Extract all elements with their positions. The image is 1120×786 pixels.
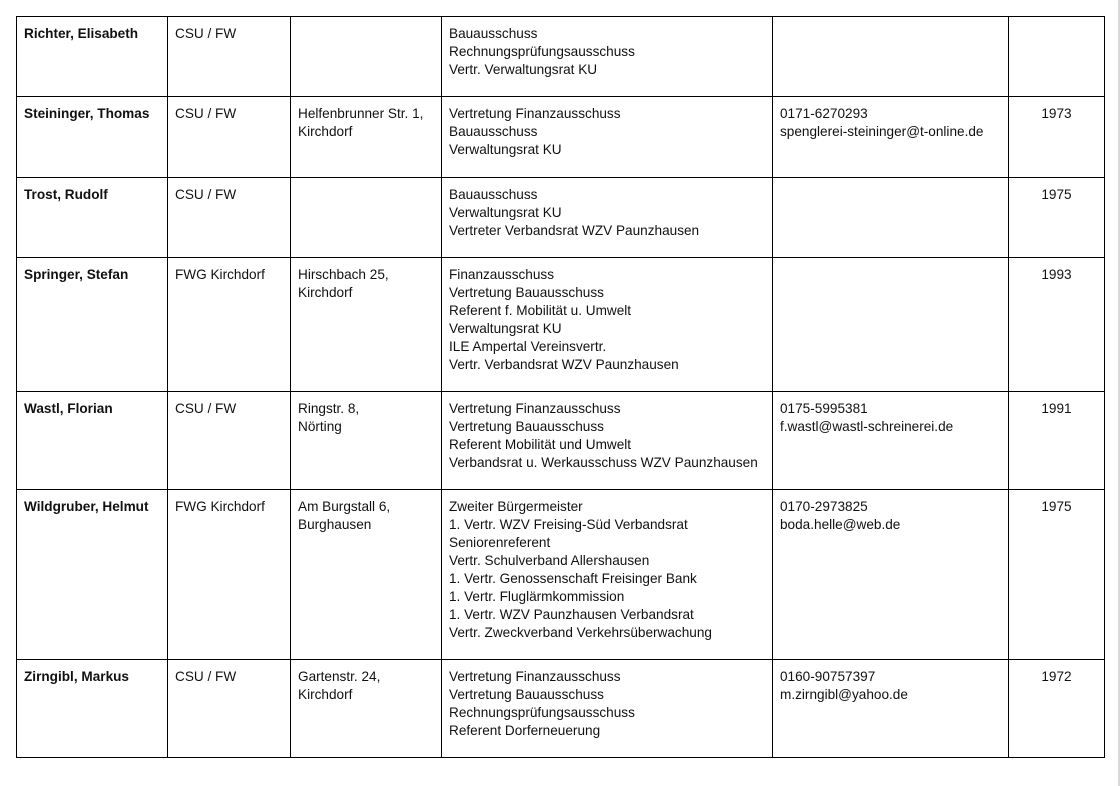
table-row xyxy=(17,258,1105,392)
functions-cell-line: Bauausschuss xyxy=(449,187,538,202)
table-row xyxy=(17,490,1105,660)
functions-cell-line: Referent Dorferneuerung xyxy=(449,723,601,738)
functions-cell-line: Zweiter Bürgermeister xyxy=(449,499,583,514)
party-cell: FWG Kirchdorf xyxy=(168,258,291,392)
functions-cell-line: Vertr. Verbandsrat WZV Paunzhausen xyxy=(449,357,679,372)
birth-year-cell: 1975 xyxy=(1009,490,1105,660)
functions-cell-line: Finanzausschuss xyxy=(449,267,555,282)
table-body xyxy=(17,17,1105,758)
contact-cell-line: spenglerei-steininger@t-online.de xyxy=(780,124,984,139)
functions-cell xyxy=(442,258,773,392)
address-cell-line: Ringstr. 8, xyxy=(298,401,360,416)
address-cell-line: Kirchdorf xyxy=(298,285,353,300)
functions-cell-line: Vertretung Finanzausschuss xyxy=(449,669,621,684)
birth-year-cell: 1975 xyxy=(1009,178,1105,258)
party-cell: CSU / FW xyxy=(168,97,291,178)
functions-cell-line: Vertretung Bauausschuss xyxy=(449,285,604,300)
functions-cell xyxy=(442,17,773,97)
address-cell-line: Burghausen xyxy=(298,517,372,532)
address-cell xyxy=(291,490,442,660)
functions-cell-line: 1. Vertr. WZV Paunzhausen Verbandsrat xyxy=(449,607,694,622)
address-cell xyxy=(291,17,442,97)
functions-cell-line: ILE Ampertal Vereinsvertr. xyxy=(449,339,607,354)
contact-cell-line: boda.helle@web.de xyxy=(780,517,901,532)
contact-cell-line: 0171-6270293 xyxy=(780,106,868,121)
functions-cell-line: Vertretung Bauausschuss xyxy=(449,419,604,434)
contact-cell-line: f.wastl@wastl-schreinerei.de xyxy=(780,419,954,434)
birth-year-cell: 1991 xyxy=(1009,392,1105,490)
contact-cell xyxy=(773,490,1009,660)
member-name: Richter, Elisabeth xyxy=(17,17,168,97)
functions-cell-line: Vertretung Finanzausschuss xyxy=(449,401,621,416)
table-row xyxy=(17,97,1105,178)
functions-cell-line: 1. Vertr. WZV Freising-Süd Verbandsrat xyxy=(449,517,688,532)
member-name: Trost, Rudolf xyxy=(17,178,168,258)
functions-cell xyxy=(442,490,773,660)
functions-cell-line: Vertretung Bauausschuss xyxy=(449,687,604,702)
contact-cell-line: 0170-2973825 xyxy=(780,499,868,514)
address-cell xyxy=(291,660,442,758)
address-cell-line: Gartenstr. 24, xyxy=(298,669,381,684)
address-cell xyxy=(291,258,442,392)
address-cell-line: Hirschbach 25, xyxy=(298,267,389,282)
address-cell-line: Kirchdorf xyxy=(298,687,353,702)
functions-cell-line: Vertr. Zweckverband Verkehrsüberwachung xyxy=(449,625,712,640)
address-cell xyxy=(291,392,442,490)
functions-cell-line: 1. Vertr. Genossenschaft Freisinger Bank xyxy=(449,571,697,586)
address-cell-line: Nörting xyxy=(298,419,342,434)
functions-cell-line: Bauausschuss xyxy=(449,26,538,41)
member-name: Wildgruber, Helmut xyxy=(17,490,168,660)
member-name: Wastl, Florian xyxy=(17,392,168,490)
functions-cell-line: Vertr. Verwaltungsrat KU xyxy=(449,62,598,77)
functions-cell-line: Rechnungsprüfungsausschuss xyxy=(449,705,635,720)
member-name: Steininger, Thomas xyxy=(17,97,168,178)
functions-cell xyxy=(442,97,773,178)
functions-cell xyxy=(442,392,773,490)
birth-year-cell: 1973 xyxy=(1009,97,1105,178)
address-cell xyxy=(291,178,442,258)
functions-cell-line: Verbandsrat u. Werkausschuss WZV Paunzhausen xyxy=(449,455,758,470)
functions-cell-line: Vertr. Schulverband Allershausen xyxy=(449,553,650,568)
contact-cell xyxy=(773,258,1009,392)
contact-cell-line: 0160-90757397 xyxy=(780,669,876,684)
functions-cell-line: Vertreter Verbandsrat WZV Paunzhausen xyxy=(449,223,700,238)
party-cell: CSU / FW xyxy=(168,392,291,490)
functions-cell-line: Referent Mobilität und Umwelt xyxy=(449,437,632,452)
contact-cell xyxy=(773,178,1009,258)
birth-year-cell xyxy=(1009,17,1105,97)
contact-cell xyxy=(773,17,1009,97)
functions-cell-line: Vertretung Finanzausschuss xyxy=(449,106,621,121)
functions-cell xyxy=(442,660,773,758)
member-name: Zirngibl, Markus xyxy=(17,660,168,758)
birth-year-cell: 1993 xyxy=(1009,258,1105,392)
member-name: Springer, Stefan xyxy=(17,258,168,392)
table-row xyxy=(17,17,1105,97)
table-row xyxy=(17,660,1105,758)
functions-cell-line: Verwaltungsrat KU xyxy=(449,142,562,157)
table-row xyxy=(17,178,1105,258)
council-members-table xyxy=(16,16,1105,758)
functions-cell-line: Verwaltungsrat KU xyxy=(449,205,562,220)
functions-cell-line: Bauausschuss xyxy=(449,124,538,139)
functions-cell-line: Rechnungsprüfungsausschuss xyxy=(449,44,635,59)
functions-cell-line: 1. Vertr. Fluglärmkommission xyxy=(449,589,625,604)
address-cell-line: Helfenbrunner Str. 1, xyxy=(298,106,424,121)
party-cell: CSU / FW xyxy=(168,17,291,97)
address-cell-line: Kirchdorf xyxy=(298,124,353,139)
contact-cell-line: m.zirngibl@yahoo.de xyxy=(780,687,908,702)
address-cell-line: Am Burgstall 6, xyxy=(298,499,391,514)
contact-cell xyxy=(773,660,1009,758)
party-cell: CSU / FW xyxy=(168,660,291,758)
functions-cell-line: Verwaltungsrat KU xyxy=(449,321,562,336)
functions-cell-line: Referent f. Mobilität u. Umwelt xyxy=(449,303,632,318)
functions-cell xyxy=(442,178,773,258)
address-cell xyxy=(291,97,442,178)
contact-cell xyxy=(773,97,1009,178)
party-cell: CSU / FW xyxy=(168,178,291,258)
contact-cell-line: 0175-5995381 xyxy=(780,401,868,416)
functions-cell-line: Seniorenreferent xyxy=(449,535,551,550)
contact-cell xyxy=(773,392,1009,490)
table-row xyxy=(17,392,1105,490)
party-cell: FWG Kirchdorf xyxy=(168,490,291,660)
birth-year-cell: 1972 xyxy=(1009,660,1105,758)
